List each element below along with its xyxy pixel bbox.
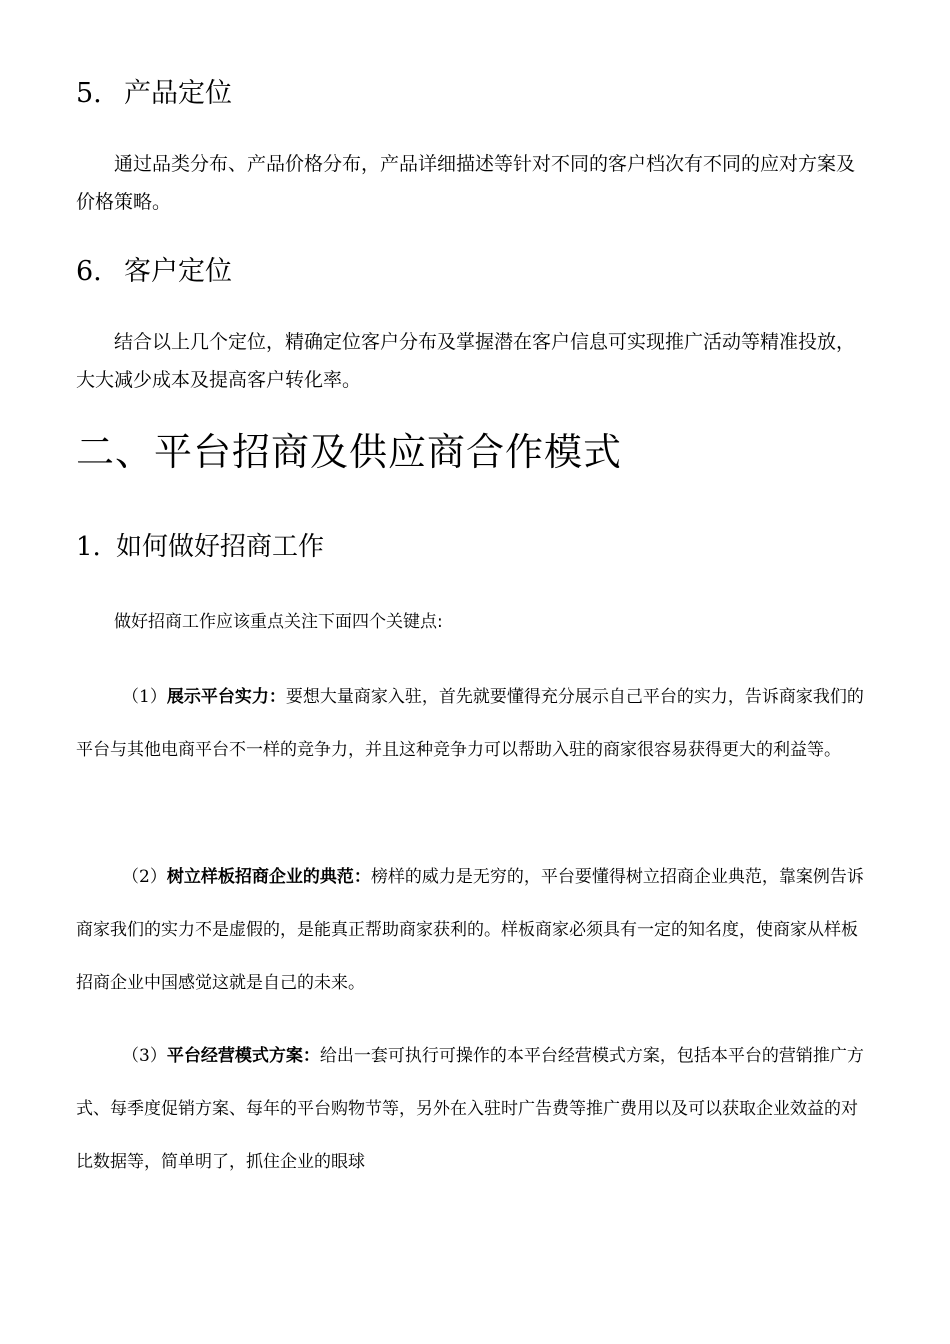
section-5-text: 通过品类分布、产品价格分布，产品详细描述等针对不同的客户档次有不同的应对方案及价格策略。	[76, 153, 856, 213]
section-5-title: 产品定位	[124, 78, 232, 109]
list-item-term: 平台经营模式方案：	[166, 1046, 320, 1066]
list-item	[76, 851, 866, 1010]
section-5-heading	[76, 76, 232, 112]
subsection-1-number: 1.	[76, 532, 101, 562]
list-item	[76, 1030, 866, 1189]
section-6-heading	[76, 254, 232, 290]
list-item-text: 榜样的威力是无穷的，平台要懂得树立招商企业典范，靠案例告诉商家我们的实力不是虚假的，是能真正帮助商家获利的。样板商家必须具有一定的知名度，使商家从样板招商企业中国感觉这就是自己的未来。	[76, 867, 864, 993]
list-item-text: 给出一套可执行可操作的本平台经营模式方案，包括本平台的营销推广方式、每季度促销方案、每年的平台购物节等，另外在入驻时广告费等推广费用以及可以获取企业效益的对比数据等，简单明了，抓住企业的眼球	[76, 1046, 864, 1172]
section-6-text: 结合以上几个定位，精确定位客户分布及掌握潜在客户信息可实现推广活动等精准投放，大大减少成本及提高客户转化率。	[76, 331, 856, 391]
list-item-marker: （2）	[122, 867, 167, 887]
section-6-paragraph	[76, 323, 856, 399]
section-6-number: 6.	[76, 256, 102, 287]
list-item-marker: （3）	[122, 1046, 167, 1066]
list-item-text: 要想大量商家入驻，首先就要懂得充分展示自己平台的实力，告诉商家我们的平台与其他电商平台不一样的竞争力，并且这种竞争力可以帮助入驻的商家很容易获得更大的利益等。	[76, 687, 864, 760]
section-6-title: 客户定位	[124, 256, 232, 287]
list-item-term: 展示平台实力：	[166, 687, 286, 707]
subsection-1-title: 如何做好招商工作	[116, 532, 325, 562]
lead-sentence: 做好招商工作应该重点关注下面四个关键点:	[114, 612, 443, 632]
chapter-2-heading: 二、平台招商及供应商合作模式	[76, 430, 623, 474]
subsection-1-heading	[76, 529, 324, 565]
list-item-term: 树立样板招商企业的典范：	[166, 867, 371, 887]
list-item	[76, 671, 866, 777]
section-5-paragraph	[76, 145, 856, 221]
list-item-marker: （1）	[122, 687, 167, 707]
section-5-number: 5.	[76, 78, 102, 109]
